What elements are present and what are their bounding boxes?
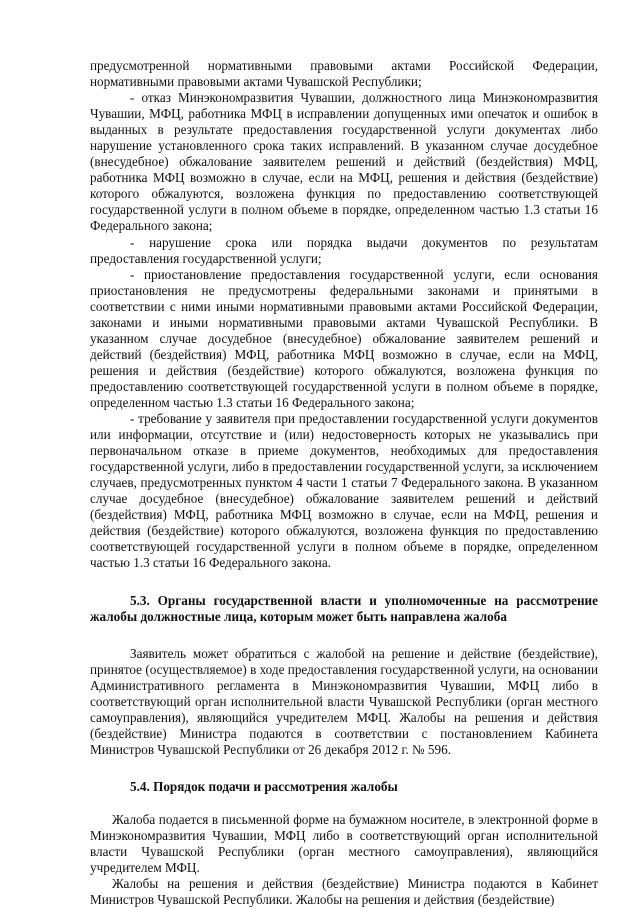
list-item-document-demand: - требование у заявителя при предоставлении государственной услуги документов или информации, отсутствие и (или) недостоверность которых не указывались при первоначальном отказе в приеме документов, необходимых для предоставления государственной услуги, либо в предоставлении государственной услуги, за исключением случаев, предусмотренных пунктом 4 части 1 статьи 7 Федерального закона. В указанном случае досудебное (внесудебное) обжалование заявителем решений и действий (бездействия) МФЦ, работника МФЦ возможно в случае, если на МФЦ, решения и действия (бездействие) которого обжалуются, возложена функция по предоставлению соответствующей государственной услуги в полном объеме в порядке, определенном частью 1.3 статьи 16 Федерального закона. [90, 411, 598, 571]
spacer [90, 795, 598, 812]
spacer [90, 758, 598, 779]
section-heading-5-4: 5.4. Порядок подачи и рассмотрения жалобы [130, 778, 398, 794]
paragraph-complaint-addressees: Заявитель может обратиться с жалобой на решение и действие (бездействие), принятое (осуществляемое) в ходе предоставления государственной услуги, на основании Административного регламента в Минэкономразвития Чувашии, МФЦ либо в соответствующий орган исполнительной власти Чувашской Республики (орган местного самоуправления), являющийся учредителем МФЦ. Жалобы на решения и действия (бездействие) Министра подаются в соответствии с постановлением Кабинета Министров Чувашской Республики от 26 декабря 2012 г. № 596. [90, 645, 598, 757]
section-heading-5-3: 5.3. Органы государственной власти и уполномоченные на рассмотрение жалобы должностные лица, которым может быть направлена жалоба [90, 592, 598, 624]
document-page [90, 58, 598, 908]
spacer [90, 572, 598, 593]
list-item-suspension: - приостановление предоставления государственной услуги, если основания приостановления не предусмотрены федеральными законами и принятыми в соответствии с ними иными нормативными правовыми актами Российской Федерации, законами и иными нормативными правовыми актами Чувашской Республики. В указанном случае досудебное (внесудебное) обжалование заявителем решений и действий (бездействия) МФЦ, работника МФЦ возможно в случае, если на МФЦ, решения и действия (бездействие) которого обжалуются, возложена функция по предоставлению соответствующей государственной услуги в полном объеме в порядке, определенном частью 1.3 статьи 16 Федерального закона; [90, 266, 598, 410]
spacer [90, 625, 598, 646]
paragraph-complaint-form: Жалоба подается в письменной форме на бумажном носителе, в электронной форме в Минэкономразвития Чувашии, МФЦ либо в соответствующий орган исполнительной власти Чувашской Республики (орган местного самоуправления), являющийся учредителем МФЦ. [90, 811, 598, 876]
paragraph-minister-complaints: Жалобы на решения и действия (бездействие) Министра подаются в Кабинет Министров Чувашской Республики. Жалобы на решения и действия (бездействие) [90, 876, 598, 908]
list-item-deadline-violation: - нарушение срока или порядка выдачи документов по результатам предоставления государственной услуги; [90, 234, 598, 266]
list-item-refusal-to-correct: - отказ Минэкономразвития Чувашии, должностного лица Минэкономразвития Чувашии, МФЦ, работника МФЦ в исправлении допущенных ими опечаток и ошибок в выданных в результате предоставления государственной услуги документах либо нарушение установленного срока таких исправлений. В указанном случае досудебное (внесудебное) обжалование заявителем решений и действий (бездействия) МФЦ, работника МФЦ возможно в случае, если на МФЦ, решения и действия (бездействие) которого обжалуются, возложена функция по предоставлению соответствующей государственной услуги в полном объеме в порядке, определенном частью 1.3 статьи 16 Федерального закона; [90, 90, 598, 234]
paragraph-continuation: предусмотренной нормативными правовыми актами Российской Федерации, нормативными правовыми актами Чувашской Республики; [90, 58, 598, 90]
